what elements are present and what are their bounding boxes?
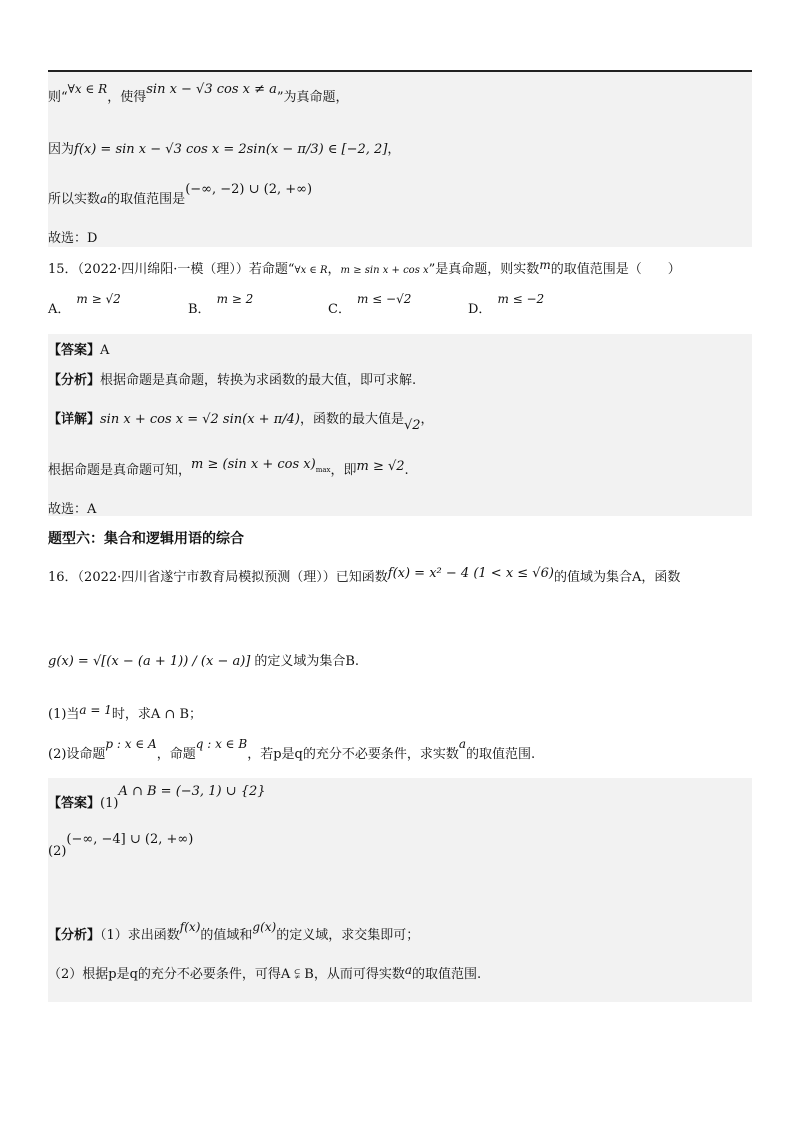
math-a-equals-1: a = 1 bbox=[79, 703, 112, 717]
option-value: m ≥ √2 bbox=[76, 292, 121, 306]
text: ，函数的最大值是 bbox=[299, 412, 404, 427]
math-forall-x: ∀x ∈ R bbox=[67, 82, 108, 96]
text: 因为 bbox=[48, 142, 75, 157]
text: 的取值范围是（ ） bbox=[550, 262, 681, 277]
text: 的值域为集合A，函数 bbox=[553, 570, 681, 585]
math-inequality: sin x − √3 cos x ≠ a bbox=[146, 82, 277, 97]
question-16-g-definition bbox=[48, 650, 359, 669]
text: 故选：A bbox=[48, 502, 97, 517]
section-title: 题型六：集合和逻辑用语的综合 bbox=[48, 531, 244, 547]
text: 时，求A ∩ B； bbox=[111, 707, 203, 722]
text: 的取值范围. bbox=[412, 967, 482, 982]
text: (2)设命题 bbox=[48, 747, 106, 762]
math-range: (−∞, −2) ∪ (2, +∞) bbox=[185, 182, 313, 197]
solution-choice bbox=[48, 227, 97, 246]
option-label: B． bbox=[188, 302, 211, 317]
text: 的值域和 bbox=[200, 928, 253, 943]
q16-analysis-2 bbox=[48, 963, 481, 982]
option-a[interactable] bbox=[48, 292, 121, 317]
math-proposition-q: q : x ∈ B bbox=[195, 737, 248, 751]
answer-part-label: (2) bbox=[48, 844, 67, 859]
math-proposition-p: p : x ∈ A bbox=[105, 737, 157, 751]
text: 故选：D bbox=[48, 231, 98, 246]
option-d[interactable] bbox=[468, 292, 545, 317]
math-m-result: m ≥ √2 bbox=[356, 459, 405, 474]
math-f-equation: f(x) = sin x − √3 cos x = 2sin(x − π/3) ∈ [−2, 2] bbox=[74, 142, 388, 157]
q15-detail bbox=[48, 408, 434, 433]
question-15-stem bbox=[48, 258, 681, 277]
math-g-definition: g(x) = √[(x − (a + 1)) / (x − a)] bbox=[48, 654, 251, 669]
answer-tag: 【答案】 bbox=[48, 796, 101, 811]
math-answer-2: (−∞, −4] ∪ (2, +∞) bbox=[66, 832, 194, 847]
text: （2）根据p是q的充分不必要条件，可得A ⫋ B，从而可得实数 bbox=[48, 967, 405, 982]
option-value: m ≤ −2 bbox=[497, 292, 545, 306]
text: 所以实数 bbox=[48, 192, 101, 207]
text: (1)当 bbox=[48, 707, 80, 722]
option-label: C． bbox=[328, 302, 351, 317]
text: 的取值范围是 bbox=[107, 192, 186, 207]
text: ， bbox=[387, 142, 401, 157]
math-answer-1: A ∩ B = (−3, 1) ∪ {2} bbox=[118, 784, 266, 799]
analysis-tag: 【分析】 bbox=[48, 928, 101, 943]
solution-line-1 bbox=[48, 82, 349, 105]
text: ， bbox=[327, 262, 341, 277]
math-inequality: m ≥ sin x + cos x bbox=[340, 265, 429, 276]
answer-value: A bbox=[100, 343, 110, 358]
analysis-text: 根据命题是真命题，转换为求函数的最大值，即可求解. bbox=[100, 373, 417, 388]
option-c[interactable] bbox=[328, 292, 412, 317]
text: 的定义域为集合B. bbox=[254, 654, 360, 669]
q15-answer bbox=[48, 339, 109, 358]
q16-answer-1 bbox=[48, 784, 266, 811]
text: ，若p是q的充分不必要条件，求实数 bbox=[247, 747, 459, 762]
text: 15．（2022·四川绵阳·一模（理））若命题“ bbox=[48, 262, 295, 277]
option-value: m ≥ 2 bbox=[216, 292, 254, 306]
answer-part-label: (1) bbox=[100, 796, 119, 811]
math-f-definition: f(x) = x² − 4 (1 < x ≤ √6) bbox=[387, 566, 554, 581]
solution-line-2 bbox=[48, 138, 400, 157]
text: . bbox=[404, 463, 409, 478]
text: （1）求出函数 bbox=[100, 928, 180, 943]
option-label: A． bbox=[48, 302, 71, 317]
math-f-x: f(x) bbox=[179, 920, 201, 934]
detail-tag: 【详解】 bbox=[48, 412, 101, 427]
question-16-part-1 bbox=[48, 703, 202, 722]
text: ”为真命题， bbox=[276, 90, 349, 105]
option-b[interactable] bbox=[188, 292, 254, 317]
math-g-x: g(x) bbox=[252, 920, 277, 934]
math-forall-x: ∀x ∈ R bbox=[294, 265, 328, 276]
q15-choice bbox=[48, 498, 96, 517]
text: 16．（2022·四川省遂宁市教育局模拟预测（理））已知函数 bbox=[48, 570, 388, 585]
q15-analysis bbox=[48, 369, 416, 388]
text: 的定义域，求交集即可； bbox=[276, 928, 420, 943]
text: ”是真命题，则实数 bbox=[428, 262, 540, 277]
math-m-bound: m ≥ (sin x + cos x) bbox=[191, 457, 316, 472]
math-var-m: m bbox=[539, 258, 551, 272]
analysis-tag: 【分析】 bbox=[48, 373, 101, 388]
text: ， bbox=[420, 412, 434, 427]
text: 则“ bbox=[48, 90, 68, 105]
math-var-a: a bbox=[404, 963, 412, 977]
question-16-stem bbox=[48, 566, 680, 585]
text: ，命题 bbox=[156, 747, 196, 762]
question-16-part-2 bbox=[48, 737, 536, 762]
q15-conclusion bbox=[48, 459, 409, 480]
answer-tag: 【答案】 bbox=[48, 343, 101, 358]
subscript-max: max bbox=[315, 465, 331, 474]
math-var-a: a bbox=[458, 737, 467, 751]
math-max-value: √2 bbox=[403, 418, 421, 433]
option-label: D． bbox=[468, 302, 492, 317]
text: ，使得 bbox=[107, 90, 147, 105]
q16-answer-2 bbox=[48, 832, 194, 859]
text: 根据命题是真命题可知， bbox=[48, 463, 192, 478]
solution-line-3 bbox=[48, 182, 313, 207]
math-var-a: a bbox=[100, 192, 108, 206]
math-sum-identity: sin x + cos x = √2 sin(x + π/4) bbox=[100, 412, 300, 427]
text: 的取值范围. bbox=[466, 747, 536, 762]
text: ，即 bbox=[330, 463, 357, 478]
q16-analysis-1 bbox=[48, 920, 420, 943]
option-value: m ≤ −√2 bbox=[356, 292, 412, 306]
